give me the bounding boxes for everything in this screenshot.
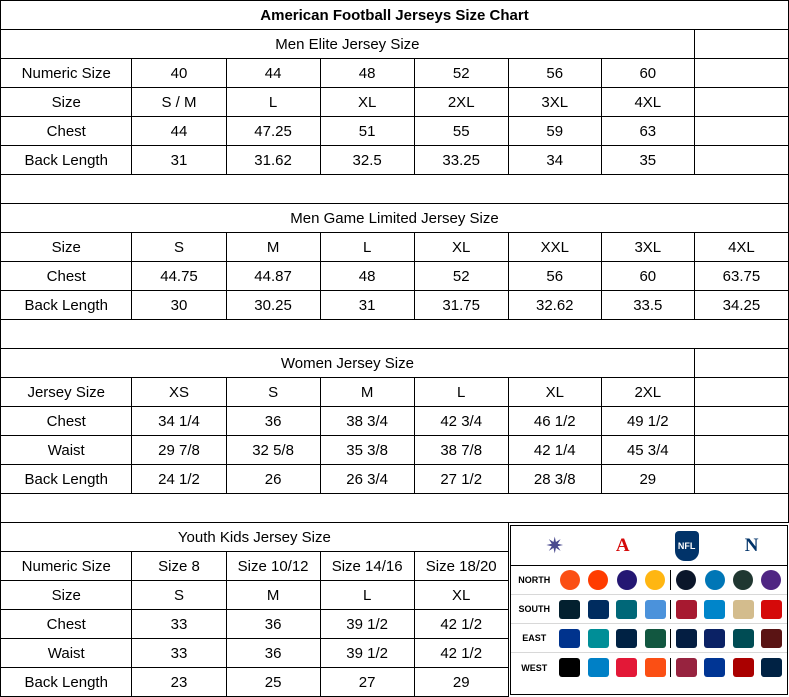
table-cell: 29 (601, 465, 694, 494)
spacer (1, 320, 789, 349)
nfc-west-teams (670, 658, 786, 677)
table-cell: 55 (414, 117, 508, 146)
table-cell: XL (414, 581, 508, 610)
row-label: Chest (1, 117, 132, 146)
empty-cell (694, 349, 788, 378)
table-cell: 33.25 (414, 146, 508, 175)
table-cell: 4XL (601, 88, 694, 117)
table-cell-empty (694, 117, 788, 146)
conference-header-row (511, 526, 787, 566)
table-cell: 3XL (508, 88, 601, 117)
empty-cell (694, 407, 788, 436)
table-cell: 2XL (601, 378, 694, 407)
table-cell: 31 (320, 291, 414, 320)
table-cell: XL (508, 378, 601, 407)
table-cell: 27 1/2 (414, 465, 508, 494)
table-cell: 63.75 (694, 262, 788, 291)
team-logo-icon (645, 600, 666, 619)
table-cell: Size 14/16 (320, 552, 414, 581)
table-cell: 36 (226, 407, 320, 436)
table-cell: Size 18/20 (414, 552, 508, 581)
afc-east-teams (555, 629, 670, 648)
table-cell: 44.87 (226, 262, 320, 291)
table-cell: 35 (601, 146, 694, 175)
empty-cell (694, 465, 788, 494)
table-cell: 56 (508, 59, 601, 88)
team-logo-icon (704, 600, 725, 619)
table-cell: 47.25 (226, 117, 320, 146)
team-logo-icon (588, 600, 609, 619)
title-row (1, 1, 789, 30)
table-cell: 51 (320, 117, 414, 146)
table-cell: 44 (226, 59, 320, 88)
spacer-row (1, 320, 789, 349)
table-cell: 31.62 (226, 146, 320, 175)
section-heading-row (1, 30, 789, 59)
table-row (1, 262, 789, 291)
spacer-row (1, 175, 789, 204)
division-label: SOUTH (518, 604, 550, 614)
row-label: Size (1, 581, 132, 610)
nfc-east-teams (670, 629, 786, 648)
table-cell-empty (694, 88, 788, 117)
empty-cell (694, 378, 788, 407)
table-cell: 26 3/4 (320, 465, 414, 494)
row-label: Chest (1, 407, 132, 436)
table-cell: 49 1/2 (601, 407, 694, 436)
table-cell: 42 1/2 (414, 639, 508, 668)
table-cell: 33.5 (601, 291, 694, 320)
table-cell: 25 (226, 668, 320, 697)
empty-cell (694, 30, 788, 59)
table-cell: 23 (132, 668, 226, 697)
table-cell: S / M (132, 88, 226, 117)
empty-cell (694, 59, 788, 88)
team-logo-icon (616, 658, 637, 677)
afc-west-teams (555, 658, 670, 677)
table-row (1, 465, 789, 494)
table-cell: S (132, 233, 226, 262)
table-cell: 3XL (601, 233, 694, 262)
afc-south-teams (555, 600, 670, 619)
nfc-south-teams (670, 600, 786, 619)
row-label: Waist (1, 639, 132, 668)
division-label: WEST (521, 662, 548, 673)
table-row (1, 233, 789, 262)
table-cell: 30 (132, 291, 226, 320)
table-cell: M (226, 233, 320, 262)
table-cell: XL (320, 88, 414, 117)
team-logo-icon (617, 570, 637, 590)
nfl-teams-panel (508, 523, 788, 697)
table-cell: 33 (132, 639, 226, 668)
table-cell: 27 (320, 668, 414, 697)
table-row (1, 291, 789, 320)
table-cell: M (226, 581, 320, 610)
table-cell: 39 1/2 (320, 639, 414, 668)
table-row (1, 117, 789, 146)
row-label: Numeric Size (1, 59, 132, 88)
division-row-south (511, 595, 787, 624)
table-cell: S (226, 378, 320, 407)
table-cell: 52 (414, 262, 508, 291)
table-cell: L (320, 581, 414, 610)
nfc-logo-icon: N (744, 534, 758, 556)
section-heading-men-elite: Men Elite Jersey Size (1, 30, 695, 59)
table-cell: 38 7/8 (414, 436, 508, 465)
table-cell: 36 (226, 610, 320, 639)
table-cell: 2XL (414, 88, 508, 117)
nfc-north-teams (670, 570, 786, 590)
table-cell: 40 (132, 59, 226, 88)
row-label: Size (1, 88, 132, 117)
table-row (1, 378, 789, 407)
team-logo-icon (676, 658, 697, 677)
table-cell: 28 3/8 (508, 465, 601, 494)
afc-logo-icon: A (615, 534, 629, 556)
table-row (1, 407, 789, 436)
section-heading-men-game-limited: Men Game Limited Jersey Size (1, 204, 789, 233)
section-heading-row (1, 523, 789, 552)
section-heading-row (1, 349, 789, 378)
team-logo-icon (560, 570, 580, 590)
section-heading-youth-kids: Youth Kids Jersey Size (1, 523, 509, 552)
nfl-star-icon: ✷ (545, 532, 564, 558)
table-cell: 56 (508, 262, 601, 291)
table-cell: L (226, 88, 320, 117)
team-logo-icon (733, 629, 754, 648)
team-logo-icon (559, 629, 580, 648)
table-cell: XS (132, 378, 226, 407)
team-logo-icon (733, 570, 753, 590)
table-cell: 31.75 (414, 291, 508, 320)
table-cell: L (414, 378, 508, 407)
spacer (1, 494, 789, 523)
afc-north-teams (555, 570, 670, 590)
table-cell: 42 1/2 (414, 610, 508, 639)
spacer (1, 175, 789, 204)
table-cell: 44 (132, 117, 226, 146)
table-row (1, 59, 789, 88)
team-logo-icon (761, 600, 782, 619)
team-logo-icon (559, 658, 580, 677)
page-title: American Football Jerseys Size Chart (1, 1, 789, 30)
table-cell: 45 3/4 (601, 436, 694, 465)
table-cell: 34.25 (694, 291, 788, 320)
nfl-shield-icon: NFL (675, 531, 699, 561)
table-cell: 42 1/4 (508, 436, 601, 465)
table-cell: 29 (414, 668, 508, 697)
table-row (1, 436, 789, 465)
spacer-row (1, 494, 789, 523)
row-label: Back Length (1, 146, 132, 175)
team-logo-icon (705, 570, 725, 590)
table-cell: 38 3/4 (320, 407, 414, 436)
team-logo-icon (676, 570, 696, 590)
table-cell: 4XL (694, 233, 788, 262)
row-label: Chest (1, 610, 132, 639)
table-cell: 32.62 (508, 291, 601, 320)
team-logo-icon (761, 570, 781, 590)
table-cell-empty (694, 146, 788, 175)
table-cell: 34 1/4 (132, 407, 226, 436)
team-logo-icon (733, 600, 754, 619)
table-cell: 44.75 (132, 262, 226, 291)
table-cell: 33 (132, 610, 226, 639)
team-logo-icon (559, 600, 580, 619)
row-label: Jersey Size (1, 378, 132, 407)
table-cell: 60 (601, 59, 694, 88)
row-label: Back Length (1, 668, 132, 697)
table-cell: Size 10/12 (226, 552, 320, 581)
team-logo-icon (676, 600, 697, 619)
division-row-east (511, 624, 787, 653)
table-row (1, 146, 789, 175)
team-logo-icon (645, 658, 666, 677)
division-row-north (511, 566, 787, 595)
table-row (1, 88, 789, 117)
row-label: Numeric Size (1, 552, 132, 581)
row-label: Back Length (1, 291, 132, 320)
table-cell: 52 (414, 59, 508, 88)
section-heading-women: Women Jersey Size (1, 349, 695, 378)
table-cell: XXL (508, 233, 601, 262)
division-label: NORTH (518, 575, 551, 585)
table-cell: 35 3/8 (320, 436, 414, 465)
table-cell: 26 (226, 465, 320, 494)
team-logo-icon (645, 570, 665, 590)
table-cell: 31 (132, 146, 226, 175)
section-heading-row (1, 204, 789, 233)
row-label: Waist (1, 436, 132, 465)
table-cell: 30.25 (226, 291, 320, 320)
team-logo-icon (588, 570, 608, 590)
table-cell: 59 (508, 117, 601, 146)
team-logo-icon (761, 629, 782, 648)
team-logo-icon (616, 600, 637, 619)
team-logo-icon (704, 658, 725, 677)
table-cell: 32.5 (320, 146, 414, 175)
table-cell: Size 8 (132, 552, 226, 581)
team-logo-icon (676, 629, 697, 648)
table-cell: S (132, 581, 226, 610)
division-row-west (511, 653, 787, 682)
table-cell: 36 (226, 639, 320, 668)
table-cell: 24 1/2 (132, 465, 226, 494)
team-logo-icon (645, 629, 666, 648)
table-cell: XL (414, 233, 508, 262)
table-cell: 48 (320, 59, 414, 88)
team-logo-icon (588, 658, 609, 677)
team-logo-icon (733, 658, 754, 677)
table-cell: 63 (601, 117, 694, 146)
team-logo-icon (704, 629, 725, 648)
table-cell: 46 1/2 (508, 407, 601, 436)
table-cell: 29 7/8 (132, 436, 226, 465)
table-cell: 42 3/4 (414, 407, 508, 436)
team-logo-icon (761, 658, 782, 677)
table-cell: 39 1/2 (320, 610, 414, 639)
table-cell: 60 (601, 262, 694, 291)
row-label: Back Length (1, 465, 132, 494)
table-cell: L (320, 233, 414, 262)
table-cell: 32 5/8 (226, 436, 320, 465)
table-cell: 34 (508, 146, 601, 175)
division-label: EAST (522, 633, 547, 643)
team-logo-icon (616, 629, 637, 648)
table-cell: M (320, 378, 414, 407)
nfl-teams-grid (510, 525, 788, 695)
row-label: Size (1, 233, 132, 262)
team-logo-icon (588, 629, 609, 648)
row-label: Chest (1, 262, 132, 291)
table-cell: 48 (320, 262, 414, 291)
empty-cell (694, 436, 788, 465)
